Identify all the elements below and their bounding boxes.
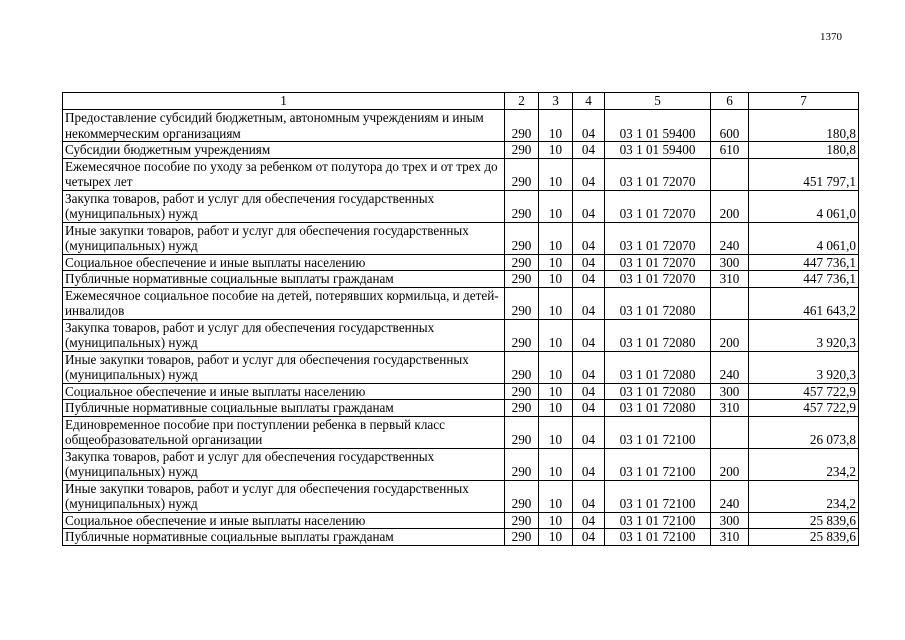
row-name-cell: Ежемесячное пособие по уходу за ребенком от полутора до трех и от трех до четырех лет: [63, 158, 505, 190]
row-section-cell: 10: [539, 142, 573, 159]
row-expense-type-cell: 200: [711, 319, 749, 351]
column-header: 2: [505, 93, 539, 110]
row-amount-cell: 4 061,0: [749, 190, 859, 222]
row-amount-cell: 25 839,6: [749, 512, 859, 529]
row-amount-cell: 180,8: [749, 142, 859, 159]
row-amount-cell: 3 920,3: [749, 351, 859, 383]
row-expense-type-cell: 600: [711, 110, 749, 142]
row-amount-cell: 457 722,9: [749, 400, 859, 417]
row-subsection-cell: 04: [573, 448, 605, 480]
column-header: 1: [63, 93, 505, 110]
row-target-article-cell: 03 1 01 72080: [605, 383, 711, 400]
row-name-cell: Закупка товаров, работ и услуг для обеспечения государственных (муниципальных) нужд: [63, 190, 505, 222]
row-expense-type-cell: 310: [711, 400, 749, 417]
row-section-cell: 10: [539, 222, 573, 254]
row-target-article-cell: 03 1 01 72080: [605, 400, 711, 417]
row-amount-cell: 461 643,2: [749, 287, 859, 319]
row-target-article-cell: 03 1 01 72080: [605, 287, 711, 319]
column-header: 4: [573, 93, 605, 110]
table-row: [63, 416, 859, 448]
row-subsection-cell: 04: [573, 110, 605, 142]
row-amount-cell: 457 722,9: [749, 383, 859, 400]
row-code-cell: 290: [505, 416, 539, 448]
row-amount-cell: 447 736,1: [749, 271, 859, 288]
row-amount-cell: 26 073,8: [749, 416, 859, 448]
row-expense-type-cell: 240: [711, 351, 749, 383]
row-section-cell: 10: [539, 383, 573, 400]
row-code-cell: 290: [505, 287, 539, 319]
row-code-cell: 290: [505, 158, 539, 190]
row-subsection-cell: 04: [573, 416, 605, 448]
row-expense-type-cell: [711, 416, 749, 448]
row-code-cell: 290: [505, 351, 539, 383]
row-section-cell: 10: [539, 400, 573, 417]
row-section-cell: 10: [539, 271, 573, 288]
row-target-article-cell: 03 1 01 72100: [605, 529, 711, 546]
row-code-cell: 290: [505, 271, 539, 288]
row-code-cell: 290: [505, 319, 539, 351]
row-name-cell: Предоставление субсидий бюджетным, автономным учреждениям и иным некоммерческим организациям: [63, 110, 505, 142]
row-target-article-cell: 03 1 01 59400: [605, 110, 711, 142]
row-subsection-cell: 04: [573, 351, 605, 383]
row-target-article-cell: 03 1 01 72070: [605, 222, 711, 254]
row-amount-cell: 451 797,1: [749, 158, 859, 190]
column-header: 3: [539, 93, 573, 110]
row-section-cell: 10: [539, 529, 573, 546]
row-code-cell: 290: [505, 383, 539, 400]
row-section-cell: 10: [539, 110, 573, 142]
row-target-article-cell: 03 1 01 72070: [605, 190, 711, 222]
table-body: [63, 110, 859, 546]
table-row: [63, 222, 859, 254]
row-amount-cell: 234,2: [749, 480, 859, 512]
row-target-article-cell: 03 1 01 72070: [605, 254, 711, 271]
row-target-article-cell: 03 1 01 72100: [605, 448, 711, 480]
table-row: [63, 271, 859, 288]
row-subsection-cell: 04: [573, 271, 605, 288]
row-name-cell: Социальное обеспечение и иные выплаты населению: [63, 383, 505, 400]
row-name-cell: Ежемесячное социальное пособие на детей, потерявших кормильца, и детей-инвалидов: [63, 287, 505, 319]
row-expense-type-cell: [711, 287, 749, 319]
row-subsection-cell: 04: [573, 254, 605, 271]
row-expense-type-cell: 300: [711, 512, 749, 529]
row-code-cell: 290: [505, 110, 539, 142]
row-target-article-cell: 03 1 01 59400: [605, 142, 711, 159]
row-name-cell: Публичные нормативные социальные выплаты гражданам: [63, 529, 505, 546]
row-expense-type-cell: 200: [711, 448, 749, 480]
row-subsection-cell: 04: [573, 480, 605, 512]
row-section-cell: 10: [539, 190, 573, 222]
row-subsection-cell: 04: [573, 190, 605, 222]
row-name-cell: Публичные нормативные социальные выплаты гражданам: [63, 271, 505, 288]
column-header: 6: [711, 93, 749, 110]
row-subsection-cell: 04: [573, 400, 605, 417]
table-row: [63, 158, 859, 190]
table-row: [63, 480, 859, 512]
row-section-cell: 10: [539, 287, 573, 319]
row-section-cell: 10: [539, 158, 573, 190]
row-target-article-cell: 03 1 01 72070: [605, 271, 711, 288]
row-section-cell: 10: [539, 351, 573, 383]
row-code-cell: 290: [505, 142, 539, 159]
row-subsection-cell: 04: [573, 142, 605, 159]
page-number: 1370: [820, 31, 842, 43]
row-code-cell: 290: [505, 254, 539, 271]
row-amount-cell: 4 061,0: [749, 222, 859, 254]
row-subsection-cell: 04: [573, 529, 605, 546]
row-target-article-cell: 03 1 01 72080: [605, 319, 711, 351]
column-header: 7: [749, 93, 859, 110]
row-code-cell: 290: [505, 512, 539, 529]
row-name-cell: Публичные нормативные социальные выплаты гражданам: [63, 400, 505, 417]
row-amount-cell: 25 839,6: [749, 529, 859, 546]
row-expense-type-cell: 310: [711, 271, 749, 288]
row-section-cell: 10: [539, 448, 573, 480]
row-expense-type-cell: 200: [711, 190, 749, 222]
row-name-cell: Иные закупки товаров, работ и услуг для обеспечения государственных (муниципальных) нужд: [63, 222, 505, 254]
table-row: [63, 254, 859, 271]
row-target-article-cell: 03 1 01 72080: [605, 351, 711, 383]
row-name-cell: Закупка товаров, работ и услуг для обеспечения государственных (муниципальных) нужд: [63, 448, 505, 480]
table-row: [63, 110, 859, 142]
row-section-cell: 10: [539, 319, 573, 351]
row-target-article-cell: 03 1 01 72100: [605, 512, 711, 529]
row-section-cell: 10: [539, 480, 573, 512]
row-expense-type-cell: 310: [711, 529, 749, 546]
row-expense-type-cell: 240: [711, 480, 749, 512]
row-code-cell: 290: [505, 480, 539, 512]
row-code-cell: 290: [505, 400, 539, 417]
table-row: [63, 190, 859, 222]
row-target-article-cell: 03 1 01 72100: [605, 416, 711, 448]
table-row: [63, 319, 859, 351]
row-amount-cell: 234,2: [749, 448, 859, 480]
row-section-cell: 10: [539, 512, 573, 529]
row-amount-cell: 447 736,1: [749, 254, 859, 271]
row-amount-cell: 3 920,3: [749, 319, 859, 351]
row-code-cell: 290: [505, 222, 539, 254]
table-row: [63, 512, 859, 529]
row-expense-type-cell: 300: [711, 254, 749, 271]
row-subsection-cell: 04: [573, 319, 605, 351]
column-header: 5: [605, 93, 711, 110]
row-name-cell: Закупка товаров, работ и услуг для обеспечения государственных (муниципальных) нужд: [63, 319, 505, 351]
row-name-cell: Социальное обеспечение и иные выплаты населению: [63, 254, 505, 271]
row-subsection-cell: 04: [573, 383, 605, 400]
row-subsection-cell: 04: [573, 512, 605, 529]
row-amount-cell: 180,8: [749, 110, 859, 142]
table-row: [63, 529, 859, 546]
row-section-cell: 10: [539, 254, 573, 271]
budget-table: [62, 92, 859, 546]
row-code-cell: 290: [505, 448, 539, 480]
table-row: [63, 142, 859, 159]
row-name-cell: Иные закупки товаров, работ и услуг для обеспечения государственных (муниципальных) нужд: [63, 480, 505, 512]
row-expense-type-cell: 610: [711, 142, 749, 159]
table-row: [63, 383, 859, 400]
row-name-cell: Единовременное пособие при поступлении ребенка в первый класс общеобразовательной организации: [63, 416, 505, 448]
row-name-cell: Социальное обеспечение и иные выплаты населению: [63, 512, 505, 529]
row-subsection-cell: 04: [573, 158, 605, 190]
row-target-article-cell: 03 1 01 72100: [605, 480, 711, 512]
row-code-cell: 290: [505, 529, 539, 546]
header-row: [63, 93, 859, 110]
row-subsection-cell: 04: [573, 222, 605, 254]
table-row: [63, 351, 859, 383]
table-row: [63, 400, 859, 417]
row-code-cell: 290: [505, 190, 539, 222]
row-section-cell: 10: [539, 416, 573, 448]
row-expense-type-cell: 240: [711, 222, 749, 254]
row-expense-type-cell: [711, 158, 749, 190]
table-row: [63, 448, 859, 480]
row-expense-type-cell: 300: [711, 383, 749, 400]
row-name-cell: Иные закупки товаров, работ и услуг для обеспечения государственных (муниципальных) нужд: [63, 351, 505, 383]
row-target-article-cell: 03 1 01 72070: [605, 158, 711, 190]
row-name-cell: Субсидии бюджетным учреждениям: [63, 142, 505, 159]
table-row: [63, 287, 859, 319]
row-subsection-cell: 04: [573, 287, 605, 319]
